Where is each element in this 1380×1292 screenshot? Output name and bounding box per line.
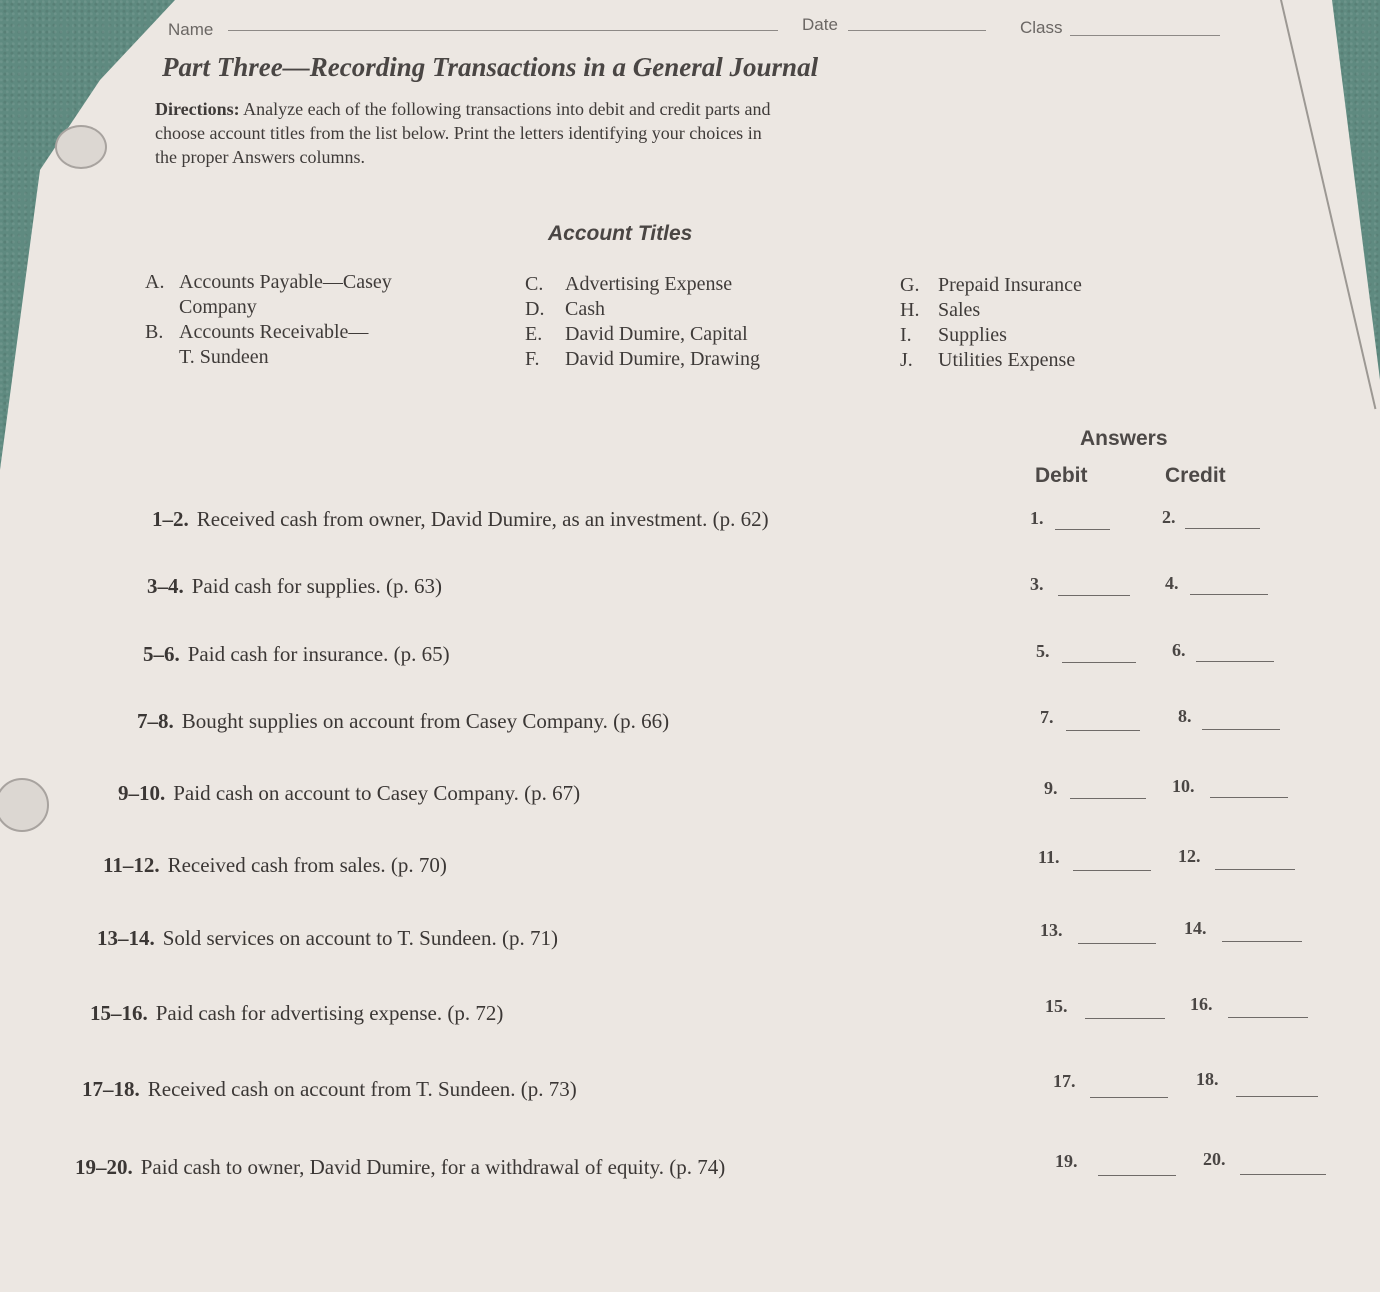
account-d: D. Cash [525, 298, 605, 320]
credit-answer-2[interactable] [1185, 528, 1260, 529]
transaction-row-4: 7–8. Bought supplies on account from Casey Company. (p. 66) [137, 709, 670, 733]
credit-answer-12[interactable] [1215, 869, 1295, 870]
class-field[interactable] [1070, 35, 1220, 36]
transaction-row-7: 13–14. Sold services on account to T. Sundeen. (p. 71) [97, 926, 558, 950]
credit-answer-8-label: 8. [1178, 706, 1192, 726]
debit-answer-19[interactable] [1098, 1175, 1176, 1176]
page-title: Part Three—Recording Transactions in a General Journal [162, 52, 819, 82]
directions-line-1: Analyze each of the following transactions into debit and credit parts and [239, 99, 771, 119]
credit-answer-6[interactable] [1196, 661, 1274, 662]
account-e: E. David Dumire, Capital [525, 323, 748, 345]
debit-answer-9[interactable] [1070, 798, 1146, 799]
directions [155, 97, 771, 169]
directions-line-2: choose account titles from the list below. Print the letters identifying your choices in [155, 123, 762, 143]
credit-answer-10[interactable] [1210, 797, 1288, 798]
name-field[interactable] [228, 30, 778, 31]
transaction-row-3: 5–6. Paid cash for insurance. (p. 65) [143, 642, 450, 666]
account-g: G. Prepaid Insurance [900, 274, 1082, 296]
credit-heading: Credit [1165, 464, 1226, 487]
debit-answer-17-label: 17. [1053, 1071, 1076, 1091]
debit-answer-13-label: 13. [1040, 920, 1063, 940]
answers-heading: Answers [1080, 427, 1168, 450]
credit-answer-4[interactable] [1190, 594, 1268, 595]
account-f: F. David Dumire, Drawing [525, 348, 760, 370]
name-label: Name [168, 20, 214, 39]
punch-hole-top [55, 125, 107, 169]
date-field[interactable] [848, 30, 986, 31]
transaction-row-1: 1–2. Received cash from owner, David Dumire, as an investment. (p. 62) [152, 507, 769, 531]
credit-answer-8[interactable] [1202, 729, 1280, 730]
debit-answer-5[interactable] [1062, 662, 1136, 663]
debit-answer-9-label: 9. [1044, 778, 1058, 798]
debit-answer-13[interactable] [1078, 943, 1156, 944]
debit-answer-7-label: 7. [1040, 707, 1054, 727]
account-a: A. Accounts Payable—Casey Company [145, 271, 392, 318]
debit-answer-19-label: 19. [1055, 1151, 1078, 1171]
credit-answer-14[interactable] [1222, 941, 1302, 942]
credit-answer-20-label: 20. [1203, 1149, 1226, 1169]
credit-answer-16-label: 16. [1190, 994, 1213, 1014]
account-b: B. Accounts Receivable— T. Sundeen [145, 321, 369, 368]
debit-answer-17[interactable] [1090, 1097, 1168, 1098]
debit-heading: Debit [1035, 464, 1088, 487]
transaction-row-5: 9–10. Paid cash on account to Casey Company. (p. 67) [118, 781, 581, 805]
debit-answer-11-label: 11. [1038, 847, 1060, 867]
directions-label: Directions: [155, 99, 240, 119]
credit-answer-16[interactable] [1228, 1017, 1308, 1018]
debit-answer-11[interactable] [1073, 870, 1151, 871]
debit-answer-3[interactable] [1058, 595, 1130, 596]
account-titles-heading: Account Titles [548, 222, 693, 245]
account-j: J. Utilities Expense [900, 349, 1076, 371]
transaction-row-10: 19–20. Paid cash to owner, David Dumire, for a withdrawal of equity. (p. 74) [75, 1155, 726, 1179]
debit-answer-7[interactable] [1066, 730, 1140, 731]
account-h: H. Sales [900, 299, 981, 321]
debit-answer-1-label: 1. [1030, 508, 1044, 528]
credit-answer-18[interactable] [1236, 1096, 1318, 1097]
credit-answer-10-label: 10. [1172, 776, 1195, 796]
credit-answer-6-label: 6. [1172, 640, 1186, 660]
credit-answer-14-label: 14. [1184, 918, 1207, 938]
credit-answer-2-label: 2. [1162, 507, 1176, 527]
credit-answer-20[interactable] [1240, 1174, 1326, 1175]
debit-answer-3-label: 3. [1030, 574, 1044, 594]
transaction-row-8: 15–16. Paid cash for advertising expense. (p. 72) [90, 1001, 504, 1025]
debit-answer-15-label: 15. [1045, 996, 1068, 1016]
credit-answer-12-label: 12. [1178, 846, 1201, 866]
debit-answer-5-label: 5. [1036, 641, 1050, 661]
debit-answer-1[interactable] [1055, 529, 1110, 530]
date-label: Date [802, 15, 838, 34]
transaction-row-2: 3–4. Paid cash for supplies. (p. 63) [147, 574, 442, 598]
transaction-row-6: 11–12. Received cash from sales. (p. 70) [103, 853, 447, 877]
debit-answer-15[interactable] [1085, 1018, 1165, 1019]
credit-answer-4-label: 4. [1165, 573, 1179, 593]
transaction-row-9: 17–18. Received cash on account from T. Sundeen. (p. 73) [82, 1077, 577, 1101]
account-i: I. Supplies [900, 324, 1007, 346]
account-c: C. Advertising Expense [525, 273, 733, 295]
class-label: Class [1020, 18, 1063, 37]
directions-line-3: the proper Answers columns. [155, 147, 365, 167]
credit-answer-18-label: 18. [1196, 1069, 1219, 1089]
